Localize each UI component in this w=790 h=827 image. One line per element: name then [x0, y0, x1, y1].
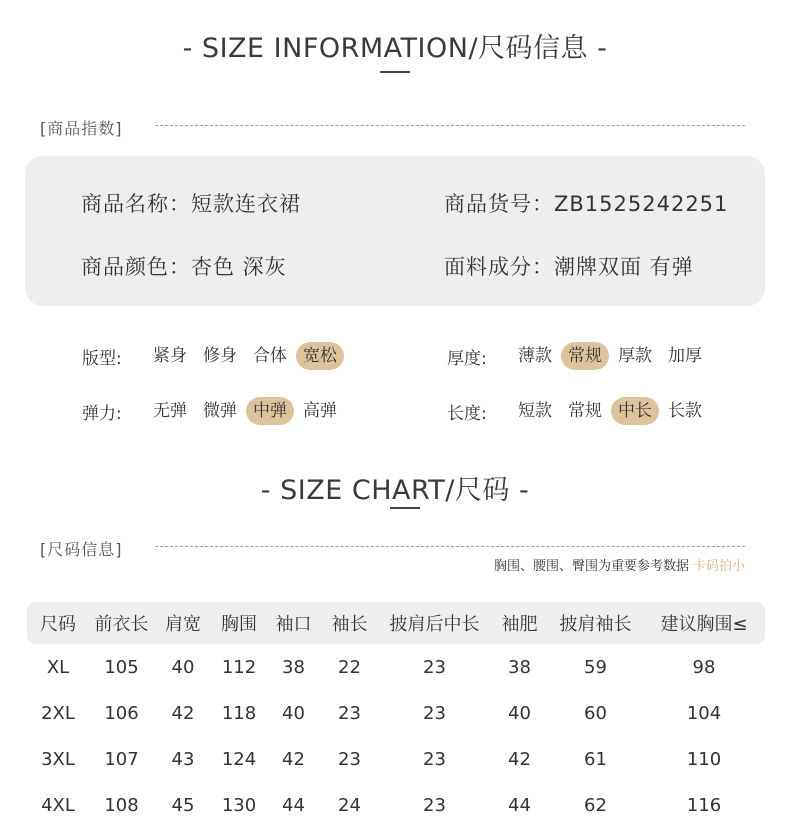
attr-fit	[82, 342, 346, 370]
table-cell: 124	[221, 748, 257, 770]
table-cell: 116	[686, 794, 722, 816]
length-option-selected: 中长	[611, 397, 659, 425]
table-cell: 23	[423, 656, 446, 678]
product-section-label: [商品指数]	[40, 119, 123, 138]
attr-length	[447, 397, 711, 425]
table-body	[27, 644, 765, 827]
table-cell: 38	[508, 656, 531, 678]
table-cell: 4XL	[41, 794, 75, 816]
size-note-accent: 卡码拍小	[692, 559, 745, 574]
table-cell: 40	[171, 656, 195, 678]
thickness-option: 加厚	[668, 346, 702, 366]
table-header-cell: 前衣长	[94, 614, 149, 635]
product-sku: 商品货号：ZB1525242251	[444, 192, 729, 216]
table-cell: 61	[584, 748, 607, 770]
elasticity-option: 无弹	[153, 401, 187, 421]
attr-key: 版型:	[82, 348, 122, 369]
size-note-text: 胸围、腰围、臀围为重要参考数据	[493, 559, 689, 574]
elasticity-option: 微弹	[203, 401, 237, 421]
table-header-cell: 袖口	[275, 614, 312, 635]
thickness-option: 薄款	[518, 346, 552, 366]
table-header-cell: 披肩袖长	[559, 614, 632, 635]
product-name: 商品名称：短款连衣裙	[81, 192, 301, 216]
table-cell: 23	[338, 702, 361, 724]
table-cell: 44	[282, 794, 305, 816]
table-cell: 45	[171, 794, 195, 816]
table-cell: 60	[584, 702, 607, 724]
table-cell: 98	[692, 656, 716, 678]
table-header	[27, 602, 765, 644]
fit-option: 紧身	[153, 346, 187, 366]
table-header-cell: 披肩后中长	[389, 614, 480, 635]
table-cell: 23	[423, 794, 446, 816]
size-section-label: [尺码信息]	[40, 540, 123, 559]
table-row	[27, 736, 765, 782]
length-option: 长款	[668, 401, 702, 421]
table-header-cell: 胸围	[221, 614, 257, 635]
attr-key: 长度:	[447, 403, 487, 424]
length-option: 常规	[568, 401, 602, 421]
table-cell: 112	[221, 656, 257, 678]
table-cell: 2XL	[41, 702, 75, 724]
table-cell: 38	[282, 656, 305, 678]
table-cell: 42	[171, 702, 195, 724]
table-header-cell: 肩宽	[165, 614, 201, 635]
table-row	[27, 690, 765, 736]
elasticity-option: 高弹	[303, 401, 337, 421]
thickness-option: 厚款	[618, 346, 652, 366]
product-fabric: 面料成分：潮牌双面 有弹	[444, 255, 694, 279]
table-header-cell: 袖肥	[501, 614, 538, 635]
table-cell: 43	[171, 748, 195, 770]
table-header-cell: 袖长	[331, 614, 368, 635]
dashed-divider	[155, 546, 745, 547]
table-cell: 42	[282, 748, 305, 770]
table-cell: 23	[423, 748, 446, 770]
size-note	[494, 555, 745, 574]
table-cell: 107	[104, 748, 139, 770]
table-cell: 23	[423, 702, 446, 724]
table-cell: 104	[686, 702, 722, 724]
fit-option: 合体	[253, 346, 287, 366]
table-cell: 44	[508, 794, 531, 816]
table-cell: 3XL	[41, 748, 75, 770]
table-cell: 110	[686, 748, 722, 770]
table-cell: 42	[508, 748, 531, 770]
length-option: 短款	[518, 401, 552, 421]
table-cell: 62	[584, 794, 607, 816]
product-info-panel	[25, 156, 765, 306]
attr-elasticity	[82, 397, 346, 425]
dashed-divider	[155, 125, 745, 126]
table-cell: 24	[338, 794, 361, 816]
table-cell: 105	[104, 656, 139, 678]
title-underline	[390, 507, 420, 509]
table-cell: 40	[508, 702, 531, 724]
table-cell: 23	[338, 748, 361, 770]
table-cell: 40	[282, 702, 305, 724]
fit-option: 修身	[203, 346, 237, 366]
attr-thickness	[447, 342, 711, 370]
table-cell: 108	[104, 794, 139, 816]
table-cell: 59	[584, 656, 607, 678]
table-cell: 130	[221, 794, 257, 816]
fit-option-selected: 宽松	[296, 342, 344, 370]
table-row	[27, 782, 765, 827]
size-information-title: - SIZE INFORMATION/尺码信息 -	[182, 33, 608, 64]
table-cell: 106	[104, 702, 139, 724]
attr-key: 弹力:	[82, 403, 122, 424]
title-underline	[380, 71, 410, 73]
table-header-cell: 建议胸围≤	[660, 614, 748, 635]
table-header-cell: 尺码	[40, 614, 76, 635]
attr-key: 厚度:	[447, 348, 487, 369]
product-color: 商品颜色：杏色 深灰	[81, 255, 287, 279]
size-table	[27, 602, 765, 827]
elasticity-option-selected: 中弹	[246, 397, 294, 425]
table-cell: XL	[46, 656, 70, 678]
size-chart-title: - SIZE CHART/尺码 -	[260, 475, 530, 506]
thickness-option-selected: 常规	[561, 342, 609, 370]
table-cell: 118	[221, 702, 257, 724]
table-cell: 22	[338, 656, 361, 678]
table-row	[27, 644, 765, 690]
